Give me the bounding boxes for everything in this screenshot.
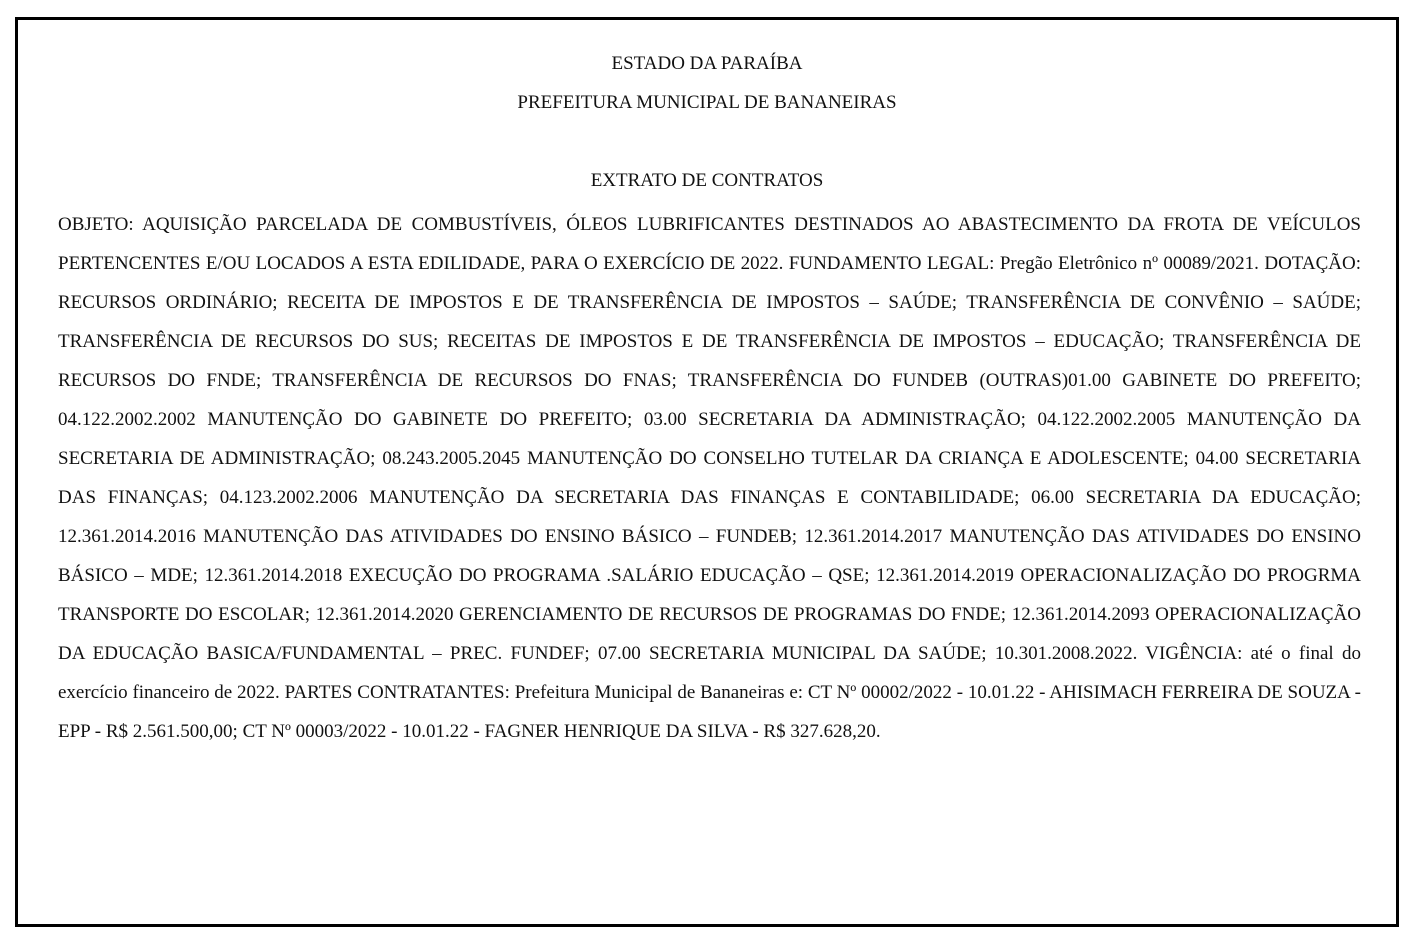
prefecture-heading: PREFEITURA MUNICIPAL DE BANANEIRAS (517, 92, 897, 113)
state-heading: ESTADO DA PARAÍBA (611, 53, 803, 74)
contract-extract-body: OBJETO: AQUISIÇÃO PARCELADA DE COMBUSTÍVEIS, ÓLEOS LUBRIFICANTES DESTINADOS AO ABASTECIMENTO DA FROTA DE VEÍCULOS PERTENCENTES E/OU LOCADOS A ESTA EDILIDADE, PARA O EXERCÍCIO DE 2022. FUNDAMENTO LEGAL: Pregão Eletrônico nº 00089/2021. DOTAÇÃO: RECURSOS ORDINÁRIO; RECEITA DE IMPOSTOS E DE TRANSFERÊNCIA DE IMPOSTOS – SAÚDE; TRANSFERÊNCIA DE CONVÊNIO – SAÚDE; TRANSFERÊNCIA DE RECURSOS DO SUS; RECEITAS DE IMPOSTOS E DE TRANSFERÊNCIA DE IMPOSTOS – EDUCAÇÃO; TRANSFERÊNCIA DE RECURSOS DO FNDE; TRANSFERÊNCIA DE RECURSOS DO FNAS; TRANSFERÊNCIA DO FUNDEB (OUTRAS)01.00 GABINETE DO PREFEITO; 04.122.2002.2002 MANUTENÇÃO DO GABINETE DO PREFEITO; 03.00 SECRETARIA DA ADMINISTRAÇÃO; 04.122.2002.2005 MANUTENÇÃO DA SECRETARIA DE ADMINISTRAÇÃO; 08.243.2005.2045 MANUTENÇÃO DO CONSELHO TUTELAR DA CRIANÇA E ADOLESCENTE; 04.00 SECRETARIA DAS FINANÇAS; 04.123.2002.2006 MANUTENÇÃO DA SECRETARIA DAS FINANÇAS E CONTABILIDADE; 06.00 SECRETARIA DA EDUCAÇÃO; 12.361.2014.2016 MANUTENÇÃO DAS ATIVIDADES DO ENSINO BÁSICO – FUNDEB; 12.361.2014.2017 MANUTENÇÃO DAS ATIVIDADES DO ENSINO BÁSICO – MDE; 12.361.2014.2018 EXECUÇÃO DO PROGRAMA .SALÁRIO EDUCAÇÃO – QSE; 12.361.2014.2019 OPERACIONALIZAÇÃO DO PROGRMA TRANSPORTE DO ESCOLAR; 12.361.2014.2020 GERENCIAMENTO DE RECURSOS DE PROGRAMAS DO FNDE; 12.361.2014.2093 OPERACIONALIZAÇÃO DA EDUCAÇÃO BASICA/FUNDAMENTAL – PREC. FUNDEF; 07.00 SECRETARIA MUNICIPAL DA SAÚDE; 10.301.2008.2022. VIGÊNCIA: até o final do exercício financeiro de 2022. PARTES CONTRATANTES: Prefeitura Municipal de Bananeiras e: CT Nº 00002/2022 - 10.01.22 - AHISIMACH FERREIRA DE SOUZA - EPP - R$ 2.561.500,00; CT Nº 00003/2022 - 10.01.22 - FAGNER HENRIQUE DA SILVA - R$ 327.628,20. (58, 214, 1361, 742)
document-title: EXTRATO DE CONTRATOS (590, 170, 824, 191)
document-frame (15, 17, 1399, 927)
